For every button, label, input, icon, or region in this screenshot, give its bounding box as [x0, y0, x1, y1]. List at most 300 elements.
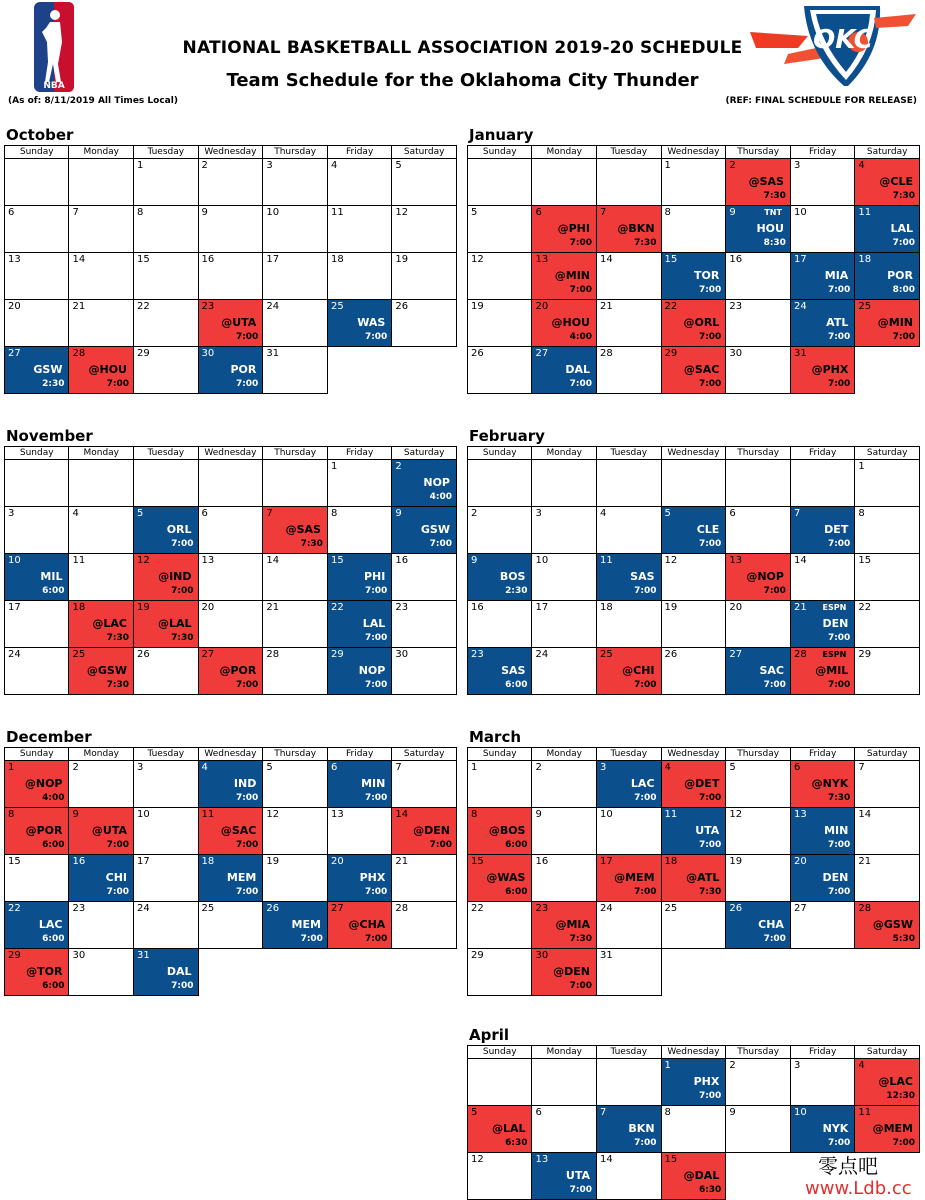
watermark-text: 零点吧: [818, 1154, 878, 1178]
day-number: 21: [793, 602, 807, 613]
day-number: 6: [201, 508, 208, 519]
day-number: 30: [201, 348, 215, 359]
day-number: 2: [201, 160, 208, 171]
day-number: 8: [664, 207, 671, 218]
day-cell: [855, 808, 920, 855]
day-number: 28: [858, 903, 872, 914]
game-time: 7:00: [634, 586, 657, 596]
day-cell: [661, 601, 726, 648]
day-cell: [134, 300, 199, 347]
opponent: @HOU: [551, 316, 590, 329]
day-number: 15: [664, 1154, 678, 1165]
home-game-cell: [392, 460, 457, 507]
empty-day-cell: [661, 460, 726, 507]
opponent: LAC: [38, 918, 63, 931]
game-time: 7:00: [569, 981, 592, 991]
weekday-label: Friday: [327, 146, 391, 159]
day-cell: [198, 206, 263, 253]
away-game-cell: [263, 507, 328, 554]
game-time: 12:30: [886, 1091, 915, 1101]
away-game-cell: [468, 1106, 532, 1153]
day-cell: [790, 554, 854, 601]
opponent: DAL: [166, 965, 192, 978]
opponent: POR: [230, 363, 257, 376]
weekday-label: Friday: [790, 748, 854, 761]
game-time: 7:00: [698, 285, 722, 295]
day-number: 19: [395, 254, 409, 265]
day-number: 18: [201, 856, 215, 867]
day-number: 1: [471, 762, 478, 773]
day-cell: [532, 507, 597, 554]
home-game-cell: [327, 855, 391, 902]
opponent: @MIN: [554, 269, 590, 282]
month-title: October: [6, 126, 74, 144]
weekday-label: Wednesday: [661, 1046, 726, 1059]
opponent: CHA: [758, 918, 784, 931]
home-game-cell: [134, 949, 199, 996]
day-cell: [134, 206, 199, 253]
away-game-cell: [597, 855, 662, 902]
weekday-label: Monday: [69, 748, 134, 761]
opponent: POR: [887, 269, 913, 282]
day-number: 12: [471, 254, 484, 265]
day-number: 10: [8, 555, 21, 566]
away-game-cell: [198, 300, 263, 347]
day-number: 2: [729, 1060, 736, 1071]
opponent: MIN: [824, 824, 849, 837]
empty-day-cell: [5, 159, 69, 206]
opponent: @POR: [219, 664, 257, 677]
day-number: 1: [858, 461, 865, 472]
week-row: [468, 347, 920, 394]
day-number: 22: [330, 602, 344, 613]
game-time: 7:00: [827, 633, 851, 643]
game-time: 7:00: [698, 1091, 722, 1101]
home-game-cell: [726, 902, 791, 949]
home-game-cell: [790, 253, 854, 300]
day-cell: [263, 601, 328, 648]
day-number: 11: [858, 207, 872, 218]
as-of-note: (As of: 8/11/2019 All Times Local): [8, 96, 178, 106]
day-cell: [532, 648, 597, 695]
weekday-label: Sunday: [468, 1046, 532, 1059]
month-title: March: [469, 728, 522, 746]
away-game-cell: [790, 761, 854, 808]
home-game-cell: [790, 1106, 854, 1153]
day-cell: [198, 601, 263, 648]
day-cell: [597, 902, 662, 949]
blank-space: [263, 949, 328, 996]
away-game-cell: [855, 902, 920, 949]
day-number: 8: [664, 1107, 671, 1118]
opponent: @MIL: [815, 664, 849, 677]
home-game-cell: [263, 902, 328, 949]
opponent: GSW: [33, 363, 63, 376]
day-cell: [5, 648, 69, 695]
week-row: [5, 253, 457, 300]
day-cell: [468, 902, 532, 949]
week-row: [468, 300, 920, 347]
home-game-cell: [468, 554, 532, 601]
week-row: [5, 206, 457, 253]
opponent: ATL: [826, 316, 849, 329]
weekday-label: Friday: [327, 748, 391, 761]
day-cell: [597, 507, 662, 554]
home-game-cell: [597, 554, 662, 601]
game-time: 7:00: [763, 934, 786, 944]
day-cell: [661, 554, 726, 601]
day-number: 9: [395, 508, 402, 519]
game-time: 7:00: [827, 379, 851, 389]
day-number: 27: [729, 649, 743, 660]
day-cell: [198, 253, 263, 300]
day-number: 13: [8, 254, 21, 265]
opponent: SAS: [630, 570, 655, 583]
day-number: 5: [471, 1107, 478, 1118]
day-number: 17: [8, 602, 21, 613]
day-number: 7: [793, 508, 801, 519]
day-number: 29: [330, 649, 344, 660]
day-number: 4: [600, 508, 607, 519]
day-cell: [263, 855, 328, 902]
weekday-header-row: [468, 748, 920, 761]
week-row: [468, 902, 920, 949]
day-cell: [532, 601, 597, 648]
day-number: 14: [266, 555, 280, 566]
day-number: 4: [858, 1060, 865, 1071]
weekday-label: Saturday: [855, 447, 920, 460]
day-number: 4: [72, 508, 79, 519]
day-number: 22: [8, 903, 21, 914]
home-game-cell: [5, 554, 69, 601]
weekday-label: Tuesday: [597, 447, 662, 460]
day-cell: [69, 253, 134, 300]
weekday-label: Thursday: [726, 1046, 791, 1059]
day-cell: [726, 601, 791, 648]
game-time: 7:00: [429, 840, 452, 850]
day-number: 7: [600, 1107, 607, 1118]
game-time: 2:30: [42, 379, 65, 389]
empty-day-cell: [198, 460, 263, 507]
away-game-cell: [198, 808, 263, 855]
game-time: 7:30: [300, 539, 323, 549]
tv-network: ESPN: [822, 650, 847, 659]
day-number: 29: [8, 950, 21, 961]
day-cell: [69, 761, 134, 808]
day-cell: [263, 159, 328, 206]
day-number: 2: [471, 508, 478, 519]
weekday-label: Sunday: [468, 748, 532, 761]
day-number: 30: [395, 649, 409, 660]
home-game-cell: [468, 648, 532, 695]
day-number: 8: [137, 207, 144, 218]
away-game-cell: [726, 554, 791, 601]
day-number: 1: [664, 160, 671, 171]
opponent: @WAS: [486, 871, 526, 884]
day-number: 12: [395, 207, 409, 218]
day-number: 5: [471, 207, 478, 218]
weekday-header-row: [5, 146, 457, 159]
weekday-label: Thursday: [726, 748, 791, 761]
home-game-cell: [5, 902, 69, 949]
day-number: 15: [8, 856, 21, 867]
weekday-label: Thursday: [726, 447, 791, 460]
home-game-cell: [790, 855, 854, 902]
day-number: 27: [793, 903, 807, 914]
blank-space: [327, 347, 391, 394]
day-cell: [532, 554, 597, 601]
day-cell: [855, 855, 920, 902]
week-row: [468, 206, 920, 253]
game-time: 7:00: [827, 840, 851, 850]
opponent: BOS: [499, 570, 526, 583]
month-grid: [4, 747, 457, 996]
blank-space: [790, 949, 854, 996]
home-game-cell: [327, 554, 391, 601]
game-time: 7:00: [106, 887, 129, 897]
day-cell: [327, 253, 391, 300]
home-game-cell: [661, 1059, 726, 1106]
game-time: 7:30: [827, 793, 851, 803]
day-number: 26: [266, 903, 280, 914]
opponent: IND: [233, 777, 257, 790]
day-cell: [532, 761, 597, 808]
week-row: [468, 1059, 920, 1106]
game-time: 4:00: [429, 492, 452, 502]
day-number: 23: [535, 903, 549, 914]
day-number: 27: [201, 649, 215, 660]
day-number: 6: [330, 762, 338, 773]
game-time: 6:00: [505, 680, 528, 690]
day-number: 1: [330, 461, 338, 472]
opponent: @NYK: [811, 777, 849, 790]
day-number: 7: [266, 508, 273, 519]
opponent: @BKN: [617, 222, 655, 235]
opponent: @SAS: [285, 523, 321, 536]
game-time: 7:00: [235, 887, 259, 897]
day-number: 23: [729, 301, 743, 312]
day-number: 11: [330, 207, 344, 218]
day-number: 19: [729, 856, 743, 867]
week-row: [5, 460, 457, 507]
day-number: 28: [72, 348, 86, 359]
home-game-cell: [327, 648, 391, 695]
day-number: 14: [600, 1154, 613, 1165]
opponent: NOP: [423, 476, 450, 489]
game-time: 7:00: [364, 887, 388, 897]
blank-space: [855, 949, 920, 996]
game-time: 7:30: [171, 633, 194, 643]
day-cell: [855, 507, 920, 554]
day-cell: [134, 855, 199, 902]
opponent: @MEM: [872, 1122, 913, 1135]
day-cell: [69, 902, 134, 949]
day-cell: [790, 206, 854, 253]
opponent: NOP: [358, 664, 386, 677]
day-number: 10: [793, 1107, 807, 1118]
day-number: 7: [858, 762, 865, 773]
week-row: [468, 601, 920, 648]
away-game-cell: [790, 648, 854, 695]
day-number: 20: [201, 602, 215, 613]
game-time: 7:00: [364, 793, 388, 803]
weekday-label: Monday: [69, 146, 134, 159]
day-number: 13: [793, 809, 807, 820]
day-cell: [392, 902, 457, 949]
opponent: DEN: [822, 617, 849, 630]
away-game-cell: [69, 808, 134, 855]
day-cell: [5, 855, 69, 902]
blank-space: [327, 949, 391, 996]
weekday-label: Saturday: [392, 748, 457, 761]
day-cell: [468, 761, 532, 808]
opponent: NYK: [822, 1122, 849, 1135]
weekday-label: Friday: [790, 447, 854, 460]
day-number: 3: [793, 1060, 801, 1071]
away-game-cell: [532, 949, 597, 996]
empty-day-cell: [5, 460, 69, 507]
opponent: @DAL: [683, 1169, 720, 1182]
day-cell: [726, 761, 791, 808]
day-cell: [327, 507, 391, 554]
weekday-label: Saturday: [855, 146, 920, 159]
day-number: 6: [8, 207, 15, 218]
day-number: 17: [793, 254, 807, 265]
day-cell: [790, 159, 854, 206]
day-cell: [134, 159, 199, 206]
day-cell: [597, 300, 662, 347]
month-grid: [467, 446, 920, 695]
month-title: April: [469, 1026, 510, 1044]
day-number: 25: [858, 301, 872, 312]
month-title: December: [6, 728, 92, 746]
day-cell: [198, 902, 263, 949]
empty-day-cell: [597, 460, 662, 507]
away-game-cell: [661, 855, 726, 902]
day-cell: [468, 300, 532, 347]
day-number: 26: [664, 649, 678, 660]
game-time: 7:00: [827, 539, 851, 549]
home-game-cell: [597, 1106, 662, 1153]
blank-space: [726, 1153, 791, 1200]
away-game-cell: [5, 949, 69, 996]
weekday-label: Wednesday: [661, 447, 726, 460]
home-game-cell: [855, 206, 920, 253]
game-time: 8:30: [763, 238, 786, 248]
opponent: @ATL: [686, 871, 720, 884]
day-number: 5: [729, 762, 736, 773]
week-row: [5, 808, 457, 855]
day-cell: [726, 1059, 791, 1106]
opponent: DEN: [822, 871, 849, 884]
home-game-cell: [134, 507, 199, 554]
home-game-cell: [661, 808, 726, 855]
day-number: 11: [72, 555, 86, 566]
day-number: 17: [535, 602, 549, 613]
day-number: 24: [600, 903, 613, 914]
game-time: 7:00: [171, 539, 194, 549]
weekday-label: Sunday: [468, 146, 532, 159]
opponent: UTA: [565, 1169, 590, 1182]
game-time: 7:00: [429, 539, 452, 549]
day-cell: [790, 902, 854, 949]
opponent: @CHI: [622, 664, 655, 677]
away-game-cell: [532, 253, 597, 300]
day-cell: [263, 206, 328, 253]
day-cell: [597, 347, 662, 394]
opponent: MEM: [291, 918, 321, 931]
day-number: 13: [729, 555, 743, 566]
day-cell: [726, 507, 791, 554]
opponent: PHX: [693, 1075, 720, 1088]
day-number: 30: [72, 950, 86, 961]
day-cell: [855, 554, 920, 601]
opponent: @PHI: [557, 222, 590, 235]
weekday-label: Saturday: [392, 146, 457, 159]
game-time: 7:00: [235, 379, 259, 389]
weekday-label: Sunday: [5, 447, 69, 460]
day-number: 25: [600, 649, 613, 660]
game-time: 7:00: [235, 680, 259, 690]
day-cell: [661, 902, 726, 949]
game-time: 7:30: [106, 633, 129, 643]
empty-day-cell: [790, 460, 854, 507]
day-number: 26: [395, 301, 409, 312]
weekday-label: Monday: [532, 1046, 597, 1059]
home-game-cell: [790, 808, 854, 855]
day-cell: [69, 949, 134, 996]
game-time: 7:00: [569, 285, 592, 295]
day-number: 16: [201, 254, 215, 265]
game-time: 7:00: [364, 680, 388, 690]
day-number: 29: [664, 348, 678, 359]
day-number: 14: [395, 809, 409, 820]
day-number: 22: [664, 301, 678, 312]
opponent: @CLE: [879, 175, 913, 188]
day-number: 24: [137, 903, 150, 914]
home-game-cell: [855, 253, 920, 300]
day-number: 17: [137, 856, 150, 867]
game-time: 8:00: [892, 285, 915, 295]
weekday-label: Wednesday: [198, 146, 263, 159]
day-number: 10: [793, 207, 807, 218]
game-time: 7:00: [569, 238, 592, 248]
day-number: 3: [8, 508, 15, 519]
away-game-cell: [790, 347, 854, 394]
home-game-cell: [198, 347, 263, 394]
day-cell: [263, 648, 328, 695]
weekday-label: Wednesday: [198, 748, 263, 761]
weekday-label: Wednesday: [661, 146, 726, 159]
home-game-cell: [327, 601, 391, 648]
day-cell: [468, 253, 532, 300]
opponent: @BOS: [488, 824, 526, 837]
away-game-cell: [468, 855, 532, 902]
month-grid: [467, 747, 920, 996]
opponent: ORL: [166, 523, 192, 536]
tv-network: ESPN: [822, 603, 847, 612]
day-number: 23: [471, 649, 484, 660]
home-game-cell: [726, 206, 791, 253]
day-number: 7: [395, 762, 402, 773]
day-number: 27: [535, 348, 549, 359]
day-number: 5: [395, 160, 402, 171]
weekday-label: Wednesday: [661, 748, 726, 761]
opponent: MIA: [824, 269, 849, 282]
empty-day-cell: [69, 159, 134, 206]
weekday-label: Tuesday: [134, 748, 199, 761]
away-game-cell: [69, 601, 134, 648]
